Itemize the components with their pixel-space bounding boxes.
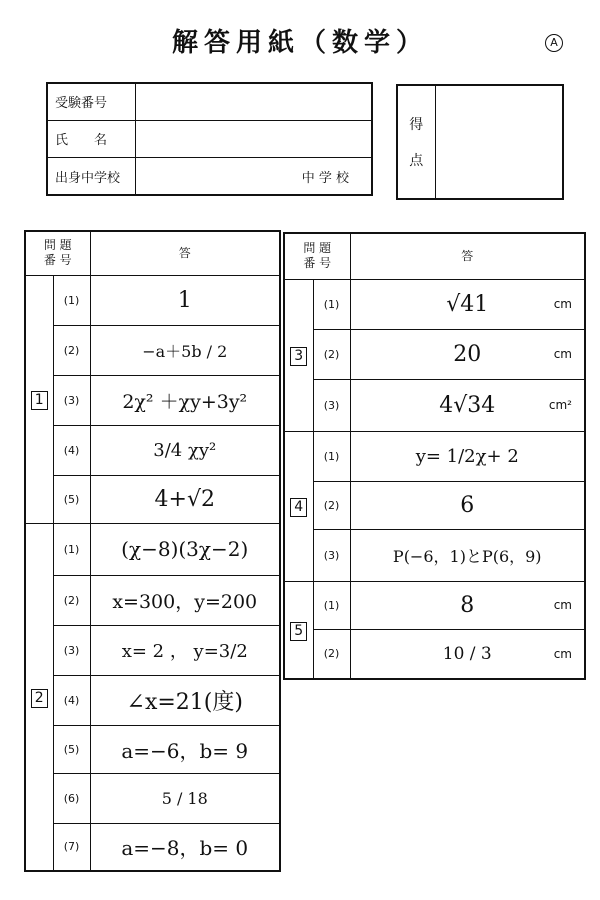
answer-cell: ∠x=21(度) (90, 675, 280, 725)
answer-cell: y= 1/2χ+ 2 (350, 431, 585, 481)
applicant-info-table (46, 82, 373, 196)
sub-number: (3) (313, 529, 350, 581)
sub-number: (1) (313, 279, 350, 329)
answer-cell: 3/4 χy² (90, 425, 280, 475)
question-number-header: 問 題 番 号 (25, 231, 90, 275)
answer-cell: a=−6，b= 9 (90, 725, 280, 773)
answer-cell: 8 cm (350, 581, 585, 629)
school-label: 出身中学校 (47, 158, 135, 195)
sub-number: (1) (313, 581, 350, 629)
sub-number: (6) (53, 773, 90, 823)
sub-number: (2) (313, 329, 350, 379)
score-field[interactable] (435, 85, 563, 199)
sub-number: (2) (313, 481, 350, 529)
unit-label: cm (553, 347, 572, 361)
answer-cell: x= 2 ， y=3/2 (90, 625, 280, 675)
answer-cell: −a＋5b / 2 (90, 325, 280, 375)
answer-table-right (283, 232, 586, 680)
sub-number: (2) (313, 629, 350, 679)
section-3-number: 3 (284, 279, 313, 431)
sub-number: (2) (53, 575, 90, 625)
section-5-number: 5 (284, 581, 313, 679)
sub-number: (7) (53, 823, 90, 871)
unit-label: cm (553, 598, 572, 612)
answer-table-left (24, 230, 281, 872)
unit-label: cm (553, 646, 572, 661)
answer-cell: 1 (90, 275, 280, 325)
page-title: 解答用紙（数学） (171, 28, 428, 58)
school-field[interactable] (135, 158, 372, 195)
answer-cell: 2χ² ＋χy+3y² (90, 375, 280, 425)
sub-number: (3) (53, 375, 90, 425)
section-1-number: 1 (25, 275, 53, 523)
answer-cell: (χ−8)(3χ−2) (90, 523, 280, 575)
answer-cell: 4+√2 (90, 475, 280, 523)
sub-number: (1) (313, 431, 350, 481)
sub-number: (1) (53, 523, 90, 575)
sub-number: (5) (53, 725, 90, 773)
exam-number-label: 受験番号 (47, 83, 135, 120)
name-label: 氏 名 (47, 120, 135, 157)
answer-cell: √41 cm (350, 279, 585, 329)
score-label: 得 点 (397, 85, 435, 199)
answer-header: 答 (90, 231, 280, 275)
sub-number: (3) (53, 625, 90, 675)
sub-number: (5) (53, 475, 90, 523)
sub-number: (4) (53, 675, 90, 725)
question-number-header: 問 題 番 号 (284, 233, 350, 279)
answer-cell: 20 cm (350, 329, 585, 379)
answer-cell: a=−8，b= 0 (90, 823, 280, 871)
unit-label: cm² (548, 398, 572, 412)
answer-cell: 4√34 cm² (350, 379, 585, 431)
sub-number: (3) (313, 379, 350, 431)
score-box (396, 84, 564, 200)
answer-header: 答 (350, 233, 585, 279)
exam-number-field[interactable] (135, 83, 372, 120)
section-2-number: 2 (25, 523, 53, 871)
version-mark: A (545, 34, 563, 52)
sub-number: (1) (53, 275, 90, 325)
answer-cell: 5 / 18 (90, 773, 280, 823)
answer-cell: x=300，y=200 (90, 575, 280, 625)
answer-cell: 6 (350, 481, 585, 529)
unit-label: cm (553, 297, 572, 311)
school-suffix: 中 学 校 (301, 170, 349, 186)
answer-cell: P(−6，1)とP(6，9) (350, 529, 585, 581)
sub-number: (4) (53, 425, 90, 475)
section-4-number: 4 (284, 431, 313, 581)
sub-number: (2) (53, 325, 90, 375)
name-field[interactable] (135, 120, 372, 157)
answer-cell: 10 / 3 cm (350, 629, 585, 679)
